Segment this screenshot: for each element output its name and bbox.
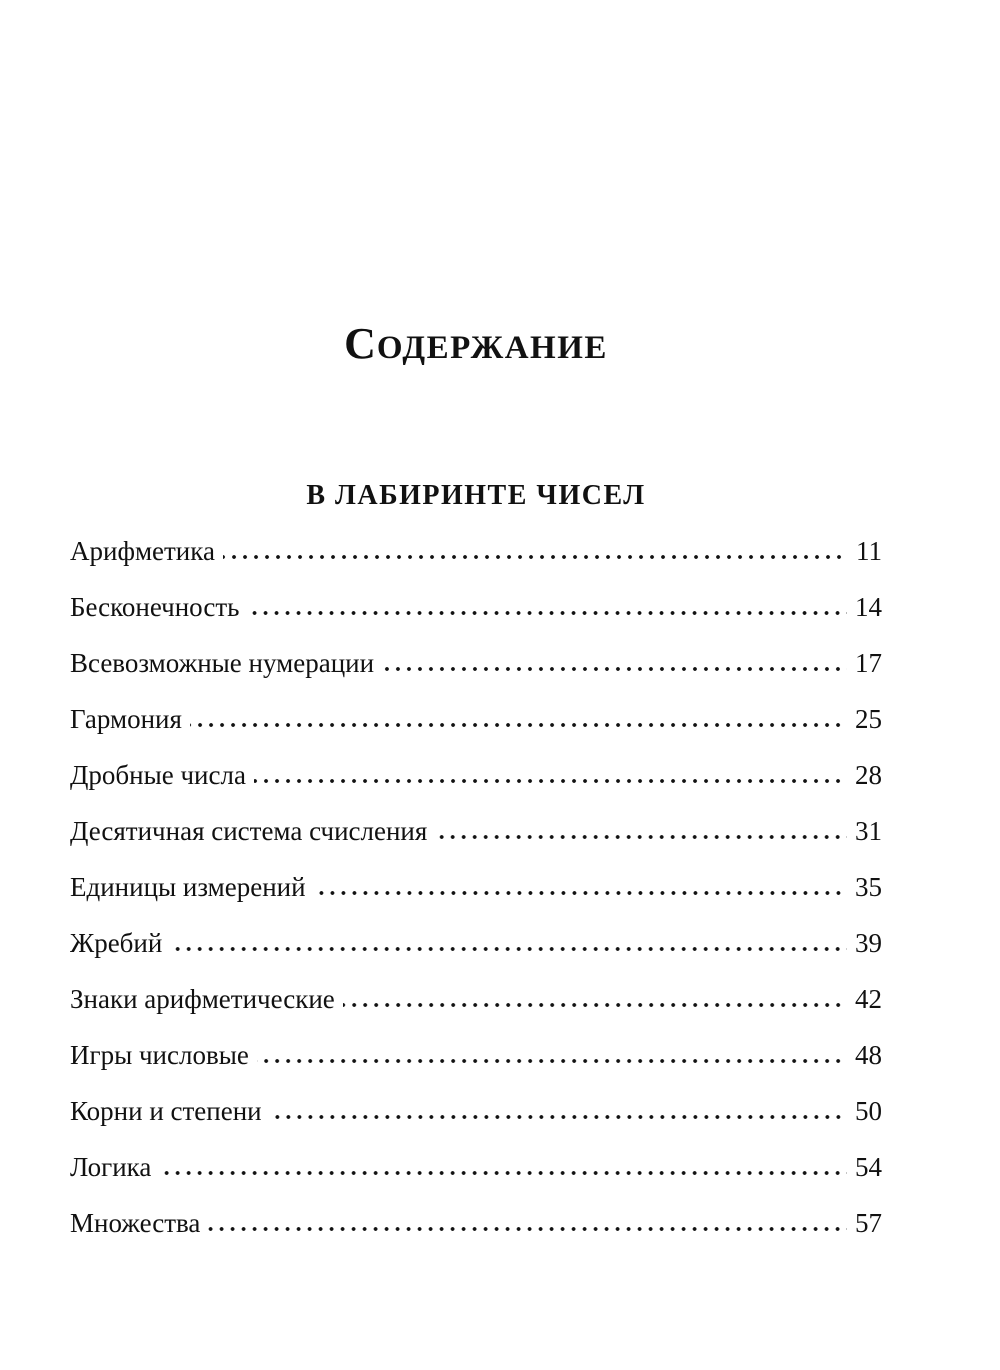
toc-entry-label: Множества bbox=[70, 1208, 201, 1238]
page-title-rest: ОДЕРЖАНИЕ bbox=[376, 330, 608, 366]
toc-entry-label: Логика bbox=[70, 1152, 152, 1182]
dot-leader bbox=[257, 1057, 847, 1065]
dot-leader bbox=[314, 889, 847, 897]
toc-entry-label: Дробные числа bbox=[70, 760, 246, 790]
toc-entry[interactable] bbox=[70, 699, 882, 755]
toc-entry-page: 31 bbox=[855, 816, 882, 846]
section-title: В ЛАБИРИНТЕ ЧИСЕЛ bbox=[306, 480, 646, 511]
toc-entry-page: 48 bbox=[855, 1040, 882, 1070]
table-of-contents bbox=[70, 531, 882, 1259]
toc-entry[interactable] bbox=[70, 1203, 882, 1259]
toc-entry[interactable] bbox=[70, 923, 882, 979]
dot-leader bbox=[223, 553, 848, 561]
toc-entry-label: Жребий bbox=[70, 928, 163, 958]
dot-leader bbox=[247, 609, 847, 617]
dot-leader bbox=[382, 665, 847, 673]
toc-entry-page: 17 bbox=[855, 648, 882, 678]
toc-entry-page: 14 bbox=[855, 592, 882, 622]
toc-entry-page: 54 bbox=[855, 1152, 882, 1182]
toc-entry-page: 39 bbox=[855, 928, 882, 958]
toc-entry-label: Знаки арифметические bbox=[70, 984, 335, 1014]
toc-entry-page: 42 bbox=[855, 984, 882, 1014]
toc-entry[interactable] bbox=[70, 531, 882, 587]
dot-leader bbox=[270, 1113, 847, 1121]
toc-entry[interactable] bbox=[70, 755, 882, 811]
toc-entry-page: 25 bbox=[855, 704, 882, 734]
toc-entry-page: 11 bbox=[856, 536, 882, 566]
dot-leader bbox=[435, 833, 847, 841]
toc-entry[interactable] bbox=[70, 979, 882, 1035]
toc-entry[interactable] bbox=[70, 811, 882, 867]
toc-entry-page: 50 bbox=[855, 1096, 882, 1126]
dot-leader bbox=[254, 777, 847, 785]
dot-leader bbox=[208, 1225, 847, 1233]
toc-entry-label: Всевозможные нумерации bbox=[70, 648, 375, 678]
toc-entry[interactable] bbox=[70, 1035, 882, 1091]
toc-entry[interactable] bbox=[70, 867, 882, 923]
toc-entry[interactable] bbox=[70, 1147, 882, 1203]
toc-entry-label: Единицы измерений bbox=[70, 872, 306, 902]
toc-entry[interactable] bbox=[70, 587, 882, 643]
toc-entry-page: 28 bbox=[855, 760, 882, 790]
page-title-initial: С bbox=[344, 319, 377, 368]
dot-leader bbox=[170, 945, 847, 953]
dot-leader bbox=[343, 1001, 847, 1009]
toc-entry-label: Арифметика bbox=[70, 536, 215, 566]
page-title bbox=[0, 316, 952, 376]
dot-leader bbox=[159, 1169, 847, 1177]
toc-entry-label: Десятичная система счисления bbox=[70, 816, 428, 846]
toc-entry[interactable] bbox=[70, 1091, 882, 1147]
dot-leader bbox=[190, 721, 847, 729]
toc-entry-page: 57 bbox=[855, 1208, 882, 1238]
toc-entry-label: Гармония bbox=[70, 704, 182, 734]
toc-entry-label: Игры числовые bbox=[70, 1040, 249, 1070]
toc-entry-label: Бесконечность bbox=[70, 592, 240, 622]
toc-entry-label: Корни и степени bbox=[70, 1096, 262, 1126]
toc-entry[interactable] bbox=[70, 643, 882, 699]
toc-entry-page: 35 bbox=[855, 872, 882, 902]
